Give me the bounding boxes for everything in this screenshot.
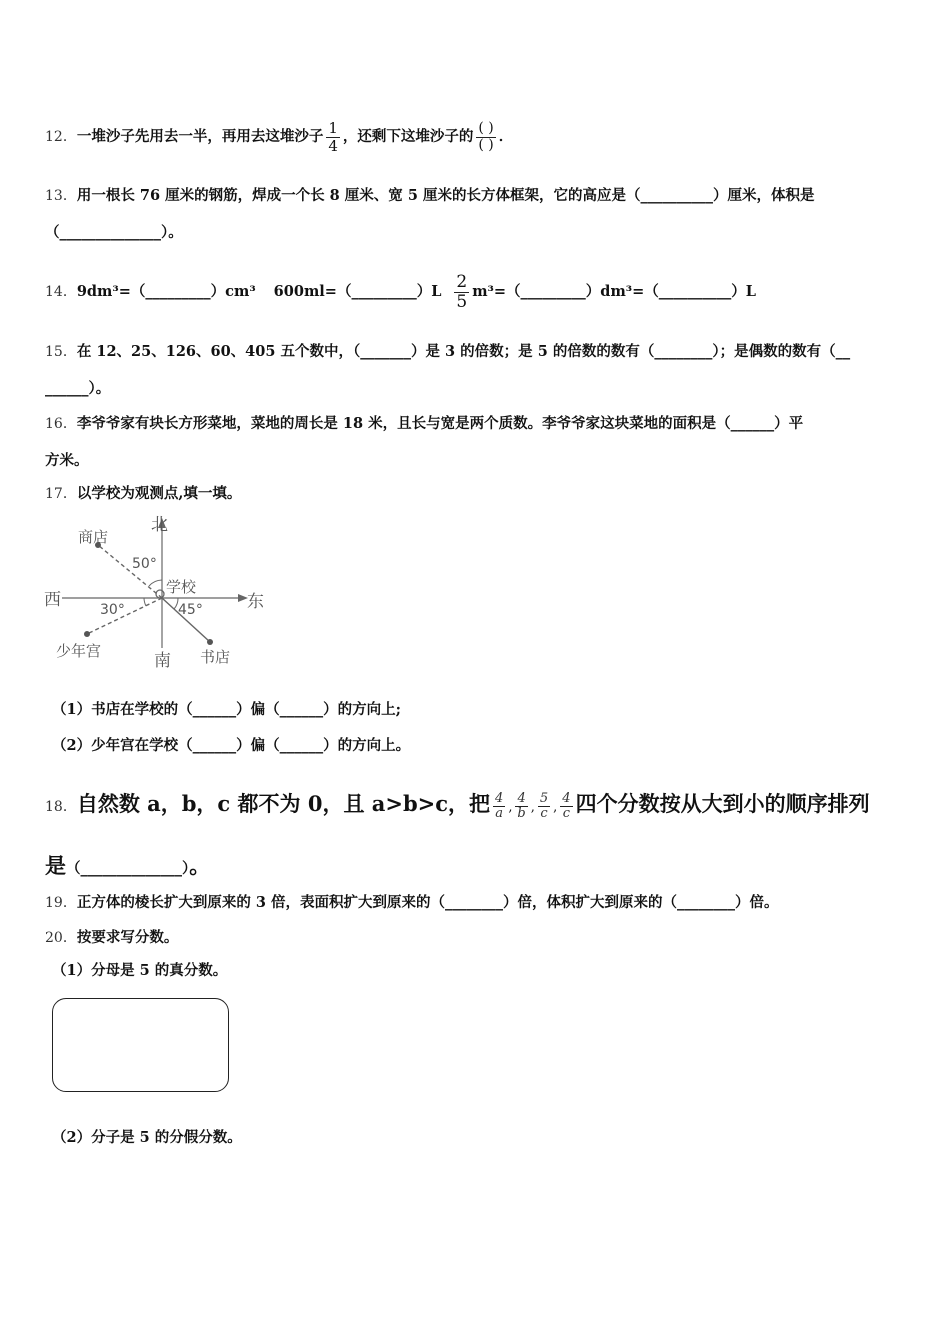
bookstore-point [207,639,213,645]
north-label: 北 [151,515,168,535]
question-text: ，还剩下这堆沙子的 [342,128,474,145]
question-text: （2）少年宫在学校（______）偏（______）的方向上。 [52,737,411,754]
angle-arc [149,580,162,586]
school-label: 学校 [166,578,197,596]
question-13 [45,186,814,206]
question-15 [45,342,850,362]
shop-label: 商店 [78,528,109,546]
question-15-line2 [45,379,110,399]
question-16-line2 [45,451,89,471]
question-text: ______）。 [45,380,111,397]
angle-label-book: 45° [178,602,203,618]
question-16 [45,414,803,434]
question-18: 18．自然数 a，b，c 都不为 0，且 a>b>c，把 $\frac{4}{a}$ , $\frac{4}{b}$ , $\frac{5}{c}$ , $\frac{4}{c}$ 四个分数按从大到小的顺序排列 [45,790,870,821]
question-text: 自然数 a，b，c 都不为 0，且 a>b>c，把 [76,791,491,816]
question-number: 17． [45,486,77,502]
question-text: （2）分子是 5 的分假分数。 [52,1129,242,1146]
question-17-sub1 [52,700,401,720]
east-label: 东 [247,592,264,612]
question-number: 15． [45,344,77,360]
west-label: 西 [44,590,61,610]
answer-blank: （______________） [66,860,190,877]
question-20-sub2 [52,1128,242,1148]
question-text: （1）分母是 5 的真分数。 [52,962,228,979]
fraction: $\frac{4}{b}$ [517,790,526,821]
question-17-sub2 [52,736,410,756]
question-text: （______________）。 [45,224,183,241]
question-number: 13． [45,188,77,204]
question-14 [45,256,756,328]
angle-label-shop: 50° [132,556,157,572]
question-20-sub1 [52,961,227,981]
youth-palace-label: 少年宫 [56,642,102,660]
angle-arc [144,598,146,606]
question-13-line2 [45,223,183,243]
question-text: 一堆沙子先用去一半，再用去这堆沙子 [76,128,324,145]
question-20 [45,928,178,948]
fraction: $\frac{4}{c}$ [562,790,571,821]
question-text: 李爷爷家有块长方形菜地，菜地的周长是 18 米，且长与宽是两个质数。李爷爷家这块菜地的面积是（______）平 [76,415,804,432]
question-18-line2: 是（______________）。 [45,853,211,878]
question-text: 方米。 [45,452,89,469]
question-text: 四个分数按从大到小的顺序排列 [575,791,870,816]
question-text: （1）书店在学校的（______）偏（______）的方向上; [52,701,401,718]
fraction: $\frac{4}{a}$ [495,790,504,821]
question-number: 18． [45,799,77,815]
angle-label-youth: 30° [100,602,125,618]
question-number: 12． [45,129,77,145]
direction-diagram [40,510,280,675]
question-text: 9dm³=（_________）cm³ [76,283,256,300]
fraction: $\frac{5}{c}$ [539,790,549,821]
question-12: 12．一堆沙子先用去一半，再用去这堆沙子 $\frac{1}{4}$ ，还剩下这堆沙子的 $\frac{( )}{( )}$ ． [45,119,514,155]
question-number: 19． [45,895,77,911]
question-text: 按要求写分数。 [76,929,179,946]
bookstore-label: 书店 [200,648,231,666]
question-number: 14． [45,284,77,300]
question-17 [45,484,241,504]
question-number: 16． [45,416,77,432]
question-text: 600ml=（_________）L [273,283,442,300]
question-text: 以学校为观测点,填一填。 [76,485,242,502]
youth-palace-point [84,631,90,637]
answer-fraction-blank[interactable]: $\frac{( )}{( )}$ [478,120,494,153]
south-label: 南 [154,651,171,671]
question-text: m³=（_________）dm³=（__________）L [472,283,756,300]
answer-box[interactable] [52,998,229,1092]
question-text: 正方体的棱长扩大到原来的 3 倍，表面积扩大到原来的（________）倍，体积扩大到原来的（________）倍。 [76,894,779,911]
question-number: 20． [45,930,77,946]
question-text: 用一根长 76 厘米的钢筋，焊成一个长 8 厘米、宽 5 厘米的长方体框架，它的高应是（__________）厘米，体积是 [76,187,815,204]
question-19 [45,893,779,913]
fraction: $\frac{2}{5}$ [456,271,468,312]
fraction: $\frac{1}{4}$ [328,119,338,155]
question-text: 在 12、25、126、60、405 五个数中，（_______）是 3 的倍数；是 5 的倍数的数有（________）；是偶数的数有（__ [76,343,851,360]
